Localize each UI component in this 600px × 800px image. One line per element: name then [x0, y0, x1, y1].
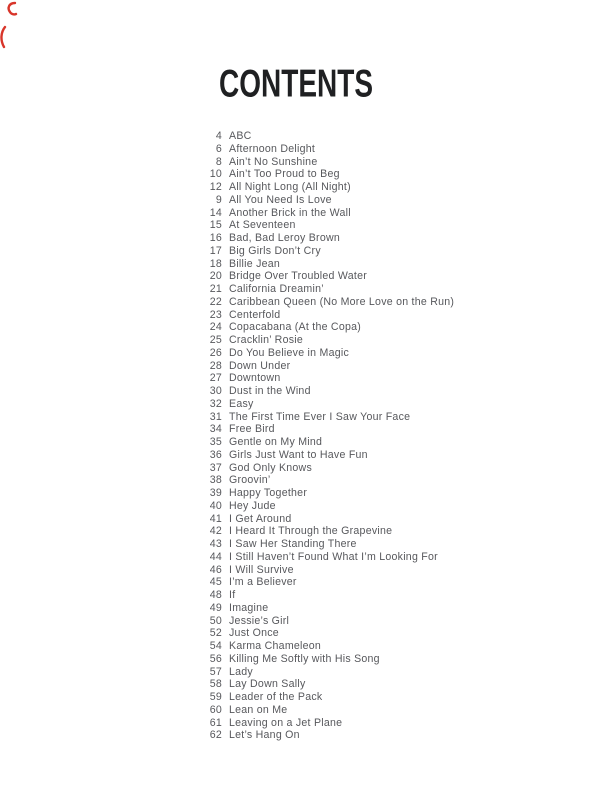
toc-entry-song-title: I Still Haven’t Found What I’m Looking For	[229, 550, 438, 563]
toc-entry-song-title: Happy Together	[229, 487, 308, 499]
toc-entry-song-title: Billie Jean	[229, 257, 281, 270]
toc-entry	[180, 602, 454, 615]
toc-entry	[180, 321, 454, 334]
toc-entry-page-number: 42	[209, 525, 222, 538]
toc-entry-page-number: 16	[209, 232, 222, 244]
contents-list	[180, 130, 454, 742]
toc-entry	[180, 385, 454, 398]
toc-entry	[180, 130, 454, 143]
toc-entry	[180, 551, 454, 564]
toc-entry	[180, 207, 454, 220]
toc-entry-song-title: Ain’t Too Proud to Beg	[229, 168, 340, 181]
toc-entry	[180, 513, 454, 526]
toc-entry-song-title: Downtown	[229, 372, 281, 385]
toc-entry-page-number: 36	[209, 448, 222, 461]
toc-entry-page-number: 40	[209, 499, 222, 512]
toc-entry-song-title: Just Once	[229, 627, 279, 640]
toc-entry-page-number: 8	[215, 155, 222, 168]
toc-entry-song-title: I Get Around	[229, 512, 292, 525]
toc-entry-song-title: If	[229, 589, 236, 601]
toc-entry	[180, 194, 454, 207]
toc-entry	[180, 691, 454, 704]
toc-entry	[180, 729, 454, 742]
toc-entry-song-title: Leader of the Pack	[229, 691, 323, 703]
toc-entry	[180, 538, 454, 551]
toc-entry-song-title: Ain’t No Sunshine	[229, 155, 318, 168]
toc-entry-page-number: 38	[209, 474, 222, 487]
toc-entry-page-number: 37	[209, 461, 222, 474]
toc-entry	[180, 564, 454, 577]
toc-entry-song-title: California Dreamin’	[229, 283, 324, 295]
toc-entry	[180, 589, 454, 602]
toc-entry-song-title: I Heard It Through the Grapevine	[229, 525, 393, 538]
toc-entry	[180, 309, 454, 322]
toc-entry-page-number: 12	[209, 181, 222, 193]
toc-entry	[180, 627, 454, 640]
toc-entry-song-title: Groovin’	[229, 474, 271, 487]
toc-entry	[180, 500, 454, 513]
toc-entry-page-number: 62	[209, 729, 222, 742]
toc-entry-song-title: Lean on Me	[229, 703, 288, 716]
toc-entry	[180, 462, 454, 475]
toc-entry	[180, 181, 454, 194]
toc-entry-song-title: At Seventeen	[229, 219, 296, 232]
toc-entry	[180, 334, 454, 347]
toc-entry	[180, 666, 454, 679]
toc-entry-song-title: Imagine	[229, 601, 269, 614]
toc-entry-page-number: 31	[209, 410, 222, 423]
toc-entry-song-title: Down Under	[229, 359, 291, 372]
toc-entry-page-number: 48	[209, 589, 222, 601]
toc-entry-page-number: 32	[209, 397, 222, 410]
toc-entry	[180, 270, 454, 283]
toc-entry	[180, 156, 454, 169]
toc-entry-song-title: All Night Long (All Night)	[229, 181, 351, 193]
toc-entry-song-title: God Only Knows	[229, 461, 312, 474]
page-title: CONTENTS	[219, 62, 373, 106]
toc-entry-page-number: 22	[209, 295, 222, 308]
toc-entry-song-title: Big Girls Don’t Cry	[229, 244, 321, 257]
toc-entry-song-title: Girls Just Want to Have Fun	[229, 448, 368, 461]
toc-entry	[180, 449, 454, 462]
toc-entry	[180, 245, 454, 258]
toc-entry-page-number: 14	[209, 206, 222, 219]
toc-entry	[180, 436, 454, 449]
toc-entry	[180, 423, 454, 436]
toc-entry	[180, 232, 454, 245]
toc-entry	[180, 347, 454, 360]
toc-entry-page-number: 24	[209, 321, 222, 334]
toc-entry-page-number: 54	[209, 640, 222, 652]
toc-entry	[180, 487, 454, 500]
toc-entry-page-number: 10	[209, 168, 222, 181]
toc-entry	[180, 525, 454, 538]
toc-entry-song-title: Dust in the Wind	[229, 385, 311, 397]
toc-entry	[180, 576, 454, 589]
toc-entry	[180, 615, 454, 628]
toc-entry-page-number: 18	[209, 257, 222, 270]
toc-entry-page-number: 6	[215, 142, 222, 155]
toc-entry-song-title: Another Brick in the Wall	[229, 206, 351, 219]
toc-entry	[180, 678, 454, 691]
toc-entry-page-number: 44	[209, 550, 222, 563]
toc-entry-song-title: Do You Believe in Magic	[229, 346, 349, 359]
toc-entry-song-title: Copacabana (At the Copa)	[229, 321, 362, 334]
toc-entry-song-title: Bad, Bad Leroy Brown	[229, 232, 340, 244]
toc-entry-page-number: 58	[209, 678, 222, 691]
toc-entry-page-number: 15	[209, 219, 222, 232]
toc-entry-page-number: 49	[209, 601, 222, 614]
toc-entry-page-number: 35	[209, 436, 222, 448]
toc-entry	[180, 219, 454, 232]
toc-entry	[180, 411, 454, 424]
toc-entry-page-number: 57	[209, 665, 222, 678]
toc-entry-page-number: 52	[209, 627, 222, 640]
toc-entry-page-number: 30	[209, 385, 222, 397]
toc-entry-page-number: 61	[209, 716, 222, 729]
toc-entry-page-number: 4	[215, 130, 222, 142]
toc-entry-song-title: Lady	[229, 665, 253, 678]
toc-entry-page-number: 45	[209, 576, 222, 589]
toc-entry-page-number: 41	[209, 512, 222, 525]
toc-entry-page-number: 28	[209, 359, 222, 372]
toc-entry-song-title: Free Bird	[229, 423, 275, 436]
toc-entry	[180, 168, 454, 181]
toc-entry-page-number: 39	[209, 487, 222, 499]
toc-entry-song-title: Lay Down Sally	[229, 678, 306, 691]
toc-entry-song-title: Easy	[229, 397, 254, 410]
toc-entry	[180, 258, 454, 271]
toc-entry	[180, 398, 454, 411]
toc-entry-page-number: 34	[209, 423, 222, 436]
toc-entry-page-number: 56	[209, 652, 222, 665]
toc-entry	[180, 372, 454, 385]
toc-entry-song-title: I Saw Her Standing There	[229, 538, 357, 550]
toc-entry-page-number: 43	[209, 538, 222, 550]
toc-entry	[180, 653, 454, 666]
toc-entry-song-title: Bridge Over Troubled Water	[229, 270, 367, 283]
toc-entry-song-title: Cracklin’ Rosie	[229, 334, 304, 346]
toc-entry-song-title: Killing Me Softly with His Song	[229, 652, 380, 665]
toc-entry	[180, 143, 454, 156]
toc-entry-page-number: 60	[209, 703, 222, 716]
toc-entry-song-title: Afternoon Delight	[229, 142, 316, 155]
toc-entry	[180, 640, 454, 653]
toc-entry-song-title: Centerfold	[229, 308, 281, 321]
toc-entry-page-number: 25	[209, 334, 222, 346]
toc-entry-song-title: All You Need Is Love	[229, 193, 332, 206]
toc-entry-page-number: 21	[209, 283, 222, 295]
toc-entry	[180, 704, 454, 717]
toc-entry-song-title: ABC	[229, 130, 252, 142]
toc-entry-song-title: Caribbean Queen (No More Love on the Run)	[229, 295, 455, 308]
toc-entry	[180, 360, 454, 373]
toc-entry-page-number: 50	[209, 614, 222, 627]
toc-entry-page-number: 17	[209, 244, 222, 257]
toc-entry-song-title: Gentle on My Mind	[229, 436, 323, 448]
toc-entry-page-number: 59	[209, 691, 222, 703]
toc-entry-song-title: I Will Survive	[229, 563, 294, 576]
toc-entry-page-number: 27	[209, 372, 222, 385]
toc-entry-song-title: Jessie’s Girl	[229, 614, 290, 627]
toc-entry	[180, 474, 454, 487]
toc-entry-page-number: 9	[215, 193, 222, 206]
toc-entry-page-number: 23	[209, 308, 222, 321]
toc-entry	[180, 717, 454, 730]
toc-entry-song-title: Karma Chameleon	[229, 640, 322, 652]
toc-entry	[180, 296, 454, 309]
toc-entry-song-title: The First Time Ever I Saw Your Face	[229, 410, 411, 423]
toc-entry-page-number: 46	[209, 563, 222, 576]
toc-entry-song-title: Let’s Hang On	[229, 729, 300, 742]
toc-entry	[180, 283, 454, 296]
toc-entry-song-title: Hey Jude	[229, 499, 276, 512]
toc-entry-page-number: 26	[209, 346, 222, 359]
toc-entry-song-title: I’m a Believer	[229, 576, 297, 589]
toc-entry-song-title: Leaving on a Jet Plane	[229, 716, 343, 729]
red-pen-mark	[0, 0, 22, 52]
toc-entry-page-number: 20	[209, 270, 222, 283]
